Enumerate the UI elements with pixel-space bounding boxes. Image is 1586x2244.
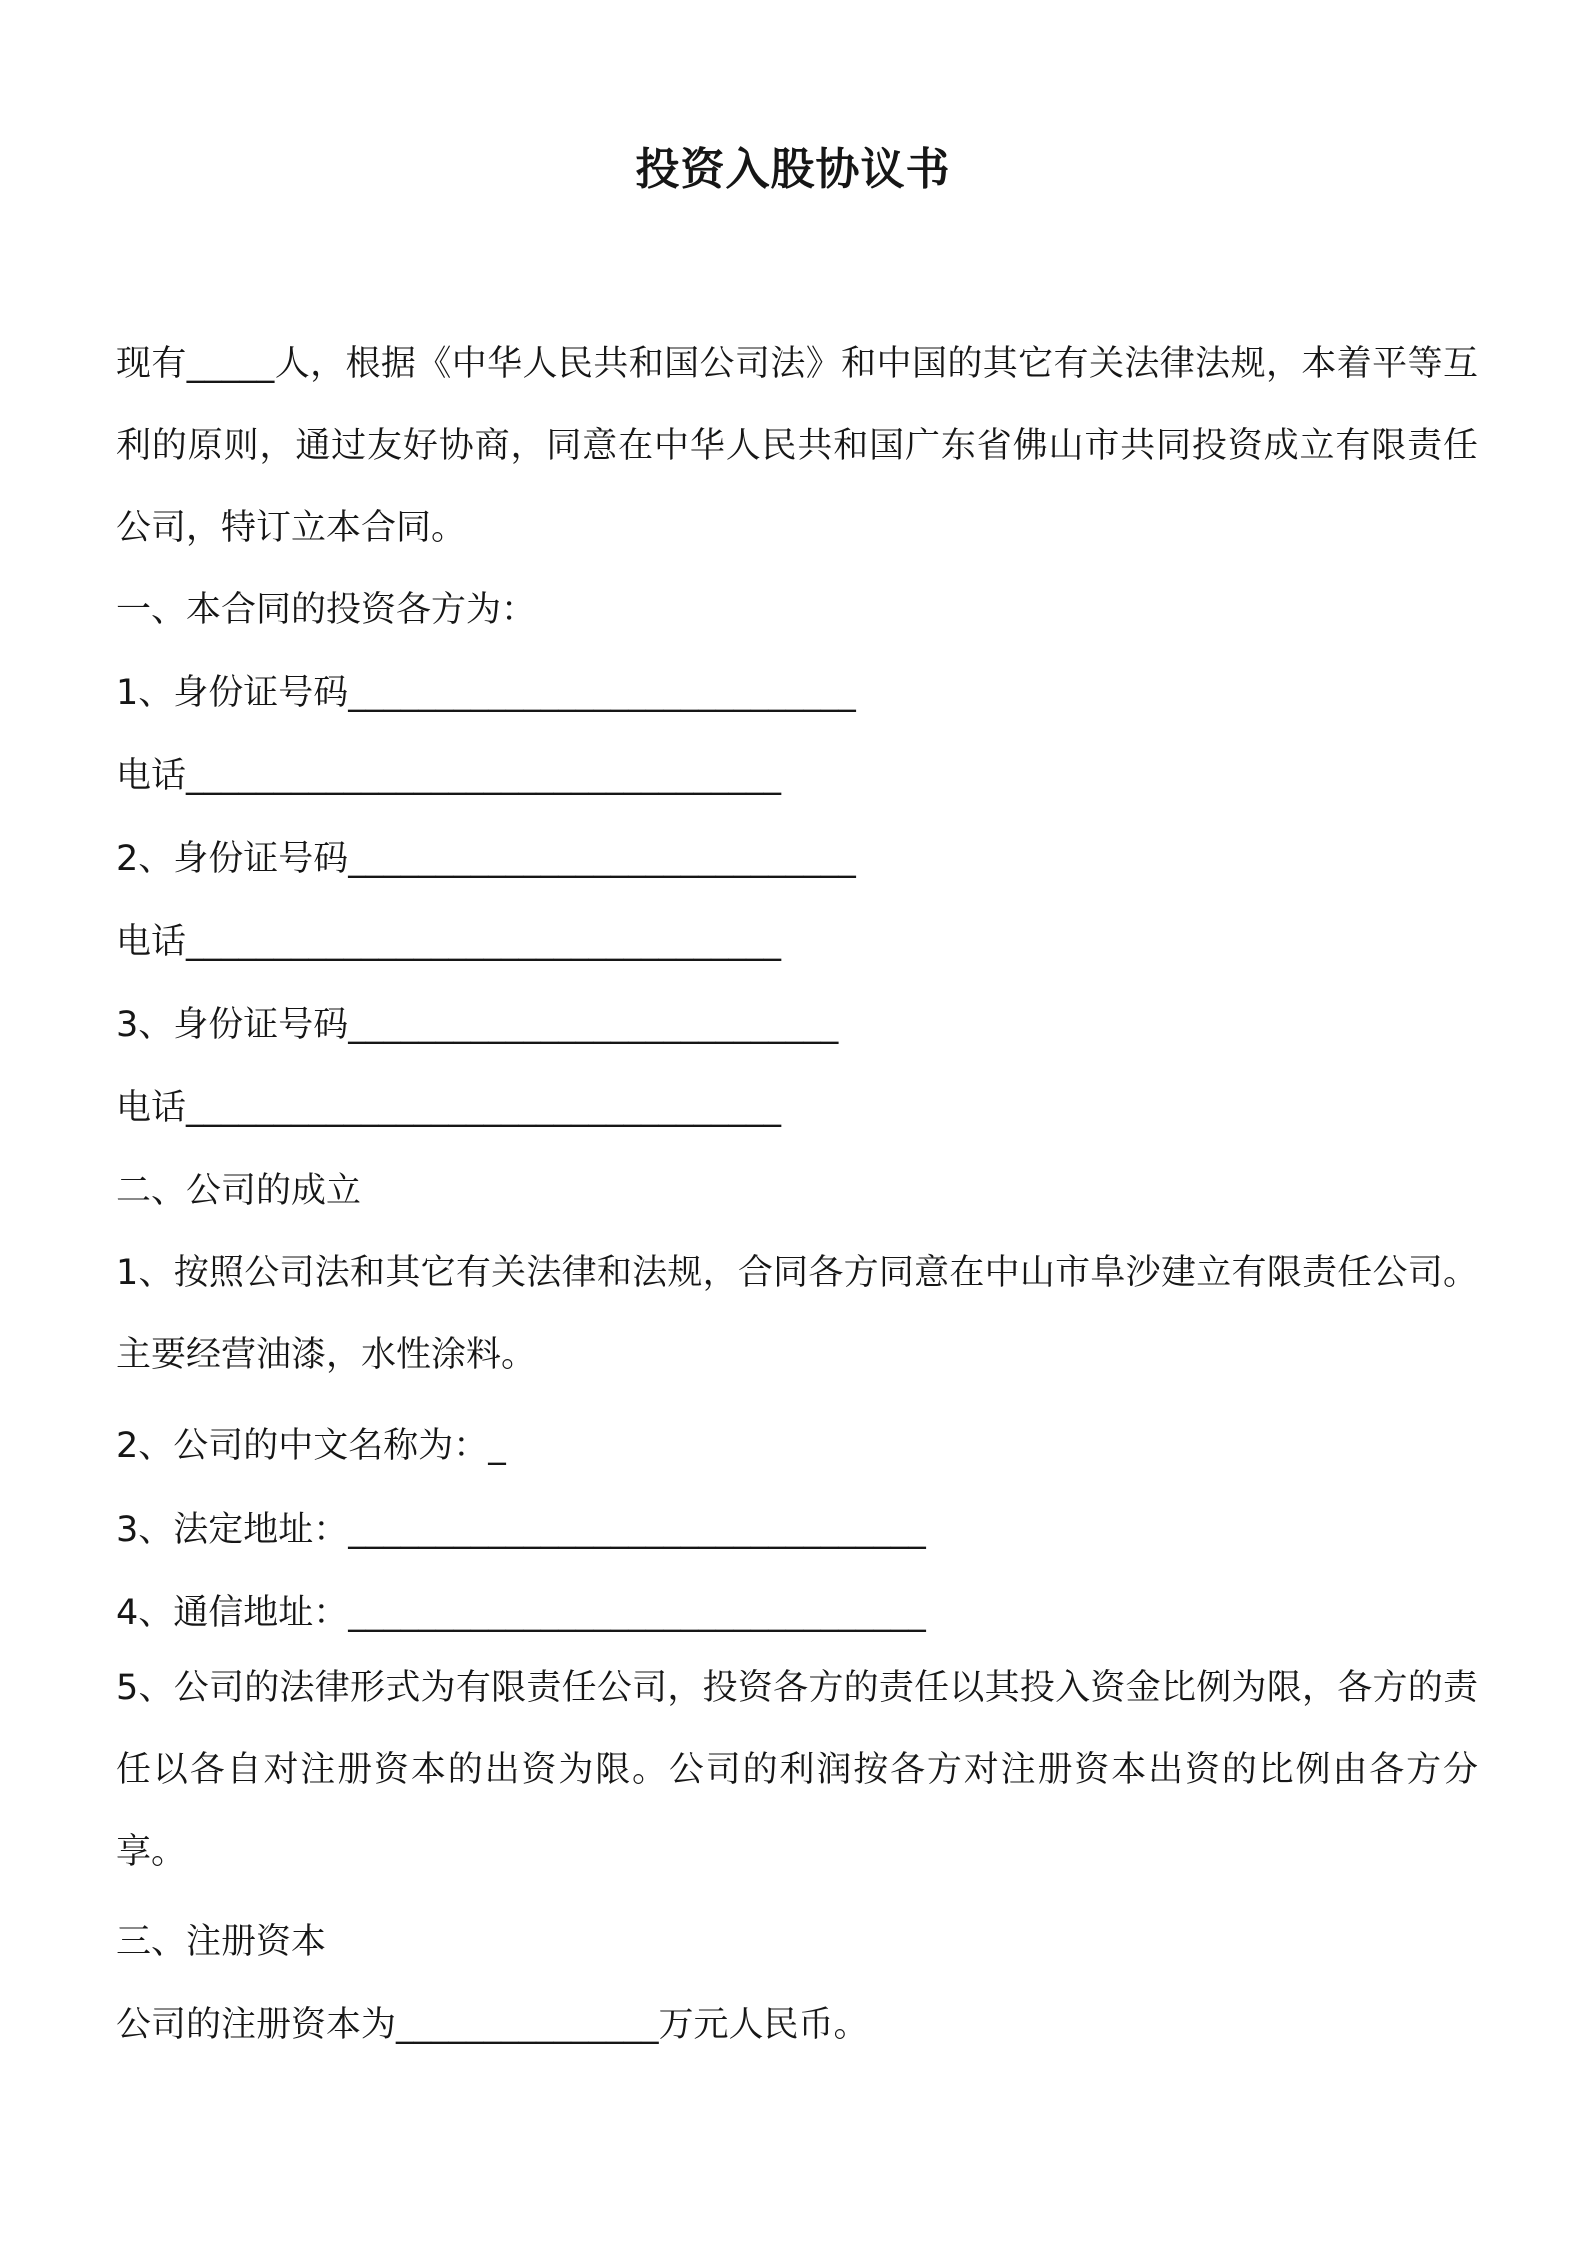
party2-phone-line: 电话__________________________________ [116, 922, 782, 962]
clause-2-3: 3、法定地址：_________________________________ [116, 1510, 926, 1550]
party3-phone-line: 电话__________________________________ [116, 1088, 782, 1128]
clause-2-2: 2、公司的中文名称为：_ [116, 1426, 506, 1466]
document-title: 投资入股协议书 [635, 144, 951, 195]
party1-id-line: 1、身份证号码_____________________________ [116, 673, 856, 713]
clause-2-1: 1、按照公司法和其它有关法律和法规，合同各方同意在中山市阜沙建立有限责任公司。主要经营油漆，水性涂料。 [116, 1253, 1478, 1375]
clause-2-4: 4、通信地址：_________________________________ [116, 1593, 926, 1633]
party3-id-line: 3、身份证号码____________________________ [116, 1005, 839, 1045]
intro-paragraph: 现有_____人，根据《中华人民共和国公司法》和中国的其它有关法律法规，本着平等互利的原则，通过友好协商，同意在中华人民共和国广东省佛山市共同投资成立有限责任公司，特订立本合同。 [116, 344, 1478, 548]
section1-heading: 一、本合同的投资各方为： [116, 590, 537, 630]
registered-capital-line: 公司的注册资本为_______________万元人民币。 [116, 2005, 869, 2045]
clause-2-5: 5、公司的法律形式为有限责任公司，投资各方的责任以其投入资金比例为限，各方的责任以各自对注册资本的出资为限。公司的利润按各方对注册资本出资的比例由各方分享。 [116, 1668, 1478, 1872]
section3-heading: 三、注册资本 [116, 1922, 327, 1962]
party1-phone-line: 电话__________________________________ [116, 756, 782, 796]
party2-id-line: 2、身份证号码_____________________________ [116, 839, 856, 879]
section2-heading: 二、公司的成立 [116, 1171, 362, 1211]
